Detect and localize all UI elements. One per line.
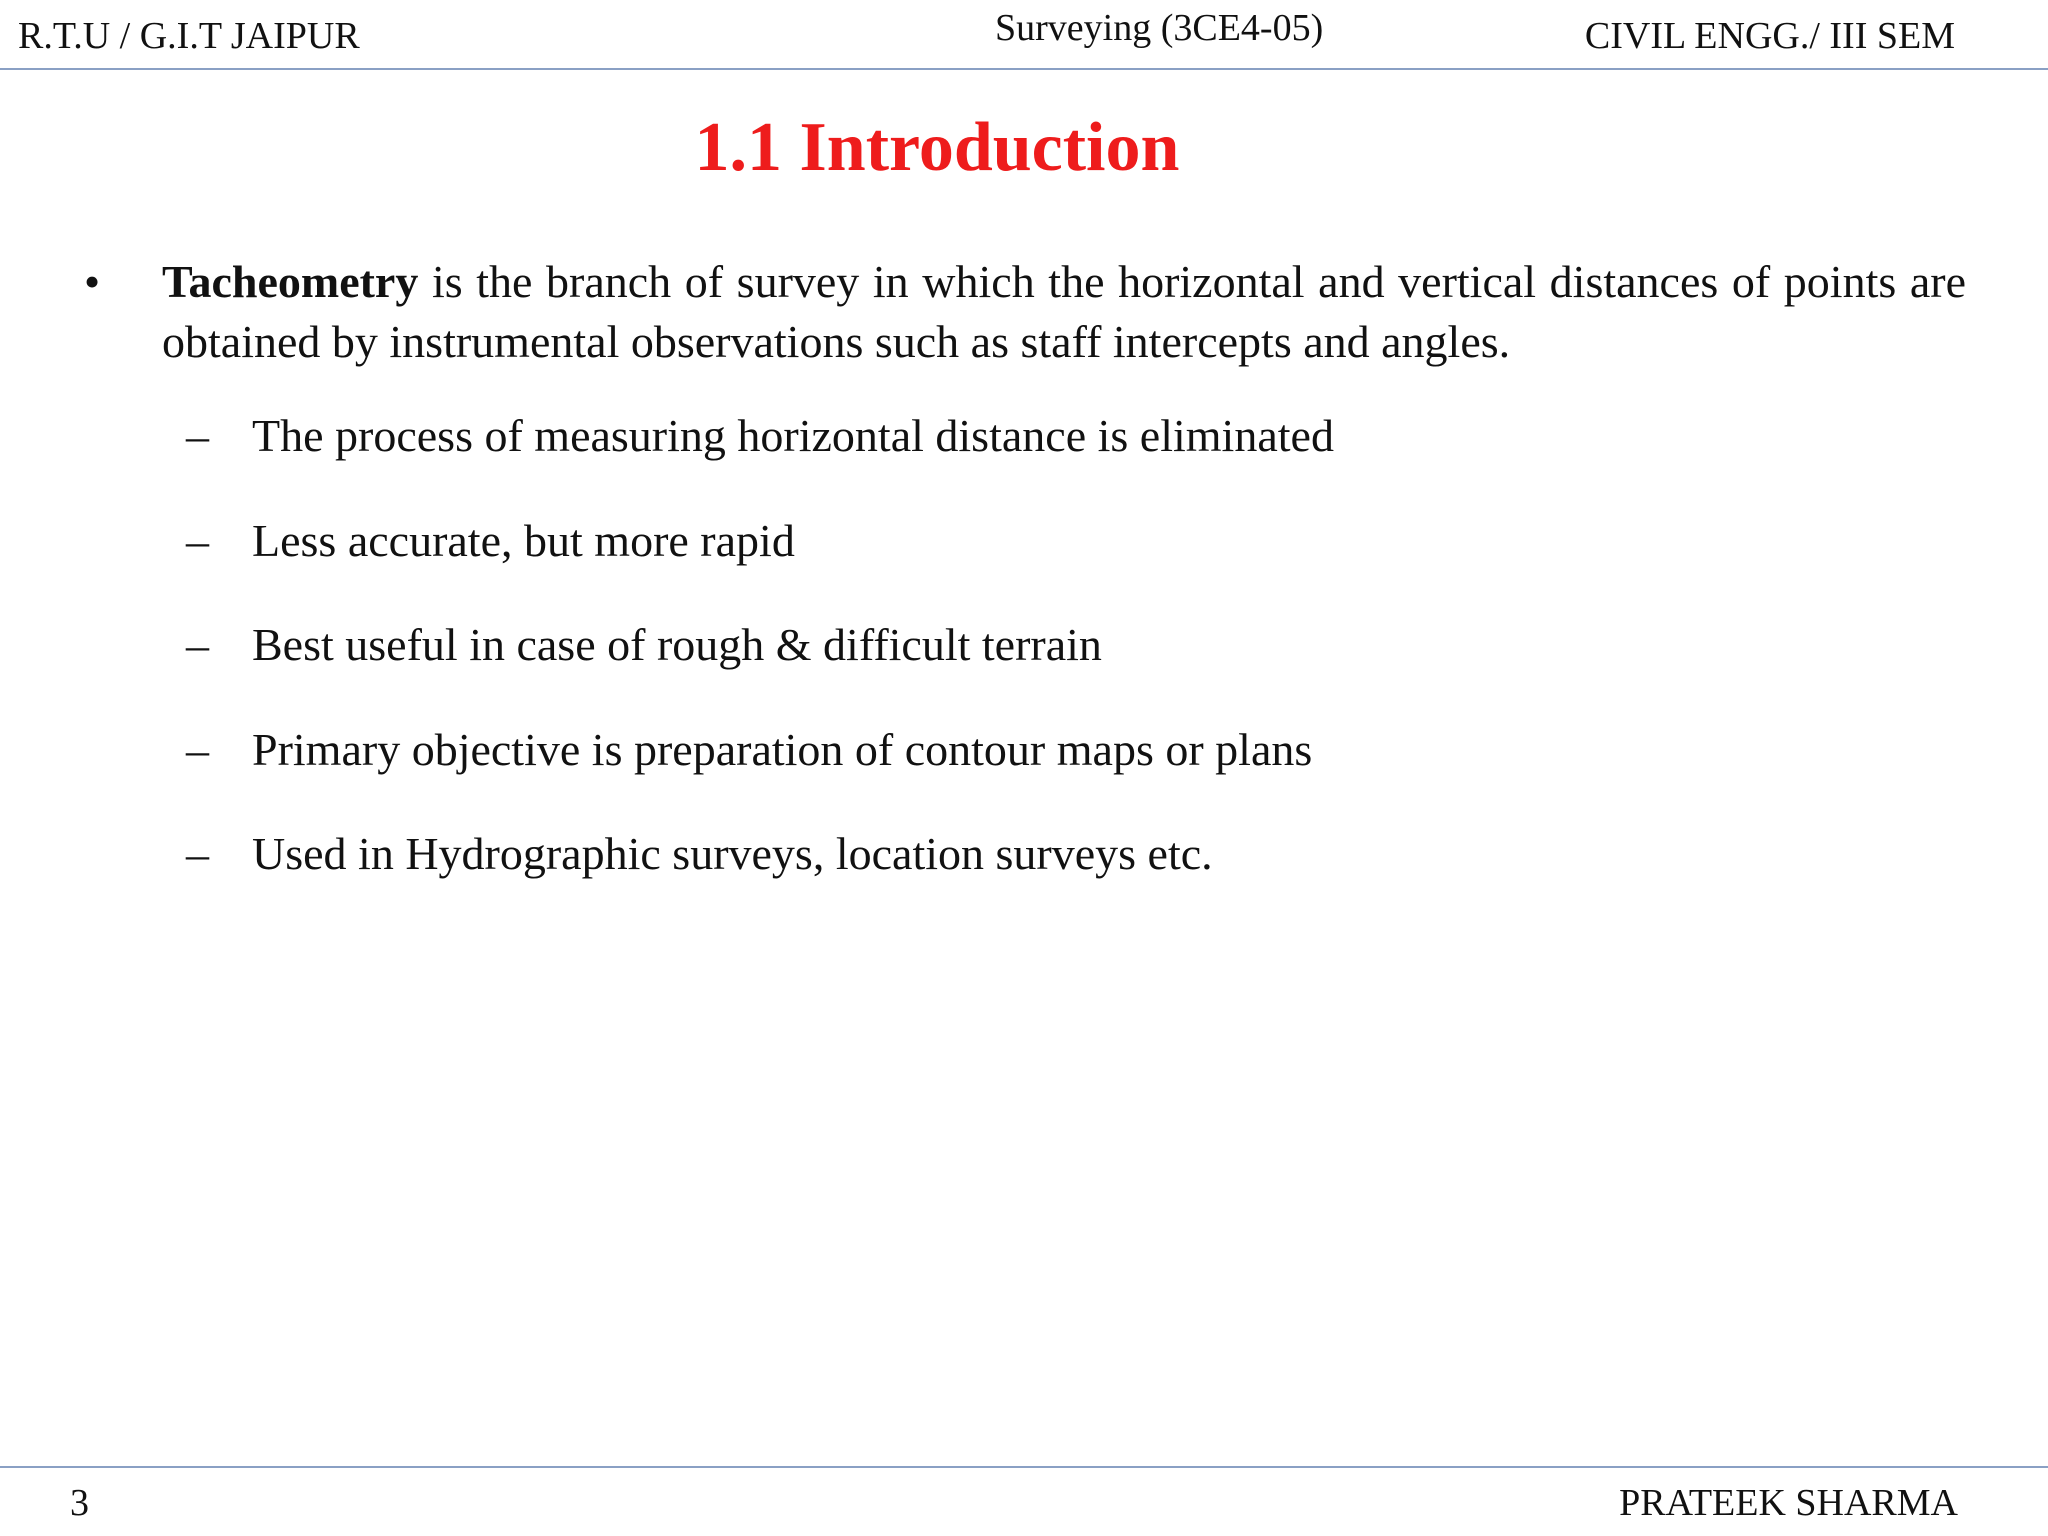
- header-course: Surveying (3CE4-05): [995, 7, 1324, 49]
- dash-marker: –: [186, 724, 209, 775]
- sub-point-text: Used in Hydrographic surveys, location surveys etc.: [252, 828, 1213, 879]
- sub-point: [0, 824, 2048, 884]
- sub-point-text: The process of measuring horizontal distance is eliminated: [252, 410, 1334, 461]
- sub-point: [0, 720, 2048, 780]
- page-title: 1.1 Introduction: [694, 109, 1180, 186]
- footer-divider: [0, 1466, 2048, 1468]
- sub-point-text: Primary objective is preparation of contour maps or plans: [252, 724, 1313, 775]
- page-header: [0, 0, 2048, 72]
- dash-marker: –: [186, 515, 209, 566]
- dash-marker: –: [186, 410, 209, 461]
- dash-marker: –: [186, 619, 209, 670]
- bullet-marker: •: [84, 256, 101, 307]
- bullet-term: Tacheometry: [162, 256, 419, 307]
- footer-author: PRATEEK SHARMA: [1619, 1482, 1958, 1524]
- page-number: 3: [70, 1482, 89, 1524]
- header-divider: [0, 68, 2048, 70]
- bullet-definition: is the branch of survey in which the horizontal and vertical distances of points are obtained by instrumental observations such as staff intercepts and angles.: [162, 256, 1966, 367]
- dash-marker: –: [186, 828, 209, 879]
- sub-point-text: Less accurate, but more rapid: [252, 515, 795, 566]
- sub-point-text: Best useful in case of rough & difficult terrain: [252, 619, 1102, 670]
- sub-point: [0, 615, 2048, 675]
- sub-point: [0, 511, 2048, 571]
- header-institution: R.T.U / G.I.T JAIPUR: [18, 15, 360, 57]
- header-department: CIVIL ENGG./ III SEM: [1584, 15, 1955, 57]
- bullet-paragraph: [162, 252, 1966, 372]
- sub-point: [0, 406, 2048, 466]
